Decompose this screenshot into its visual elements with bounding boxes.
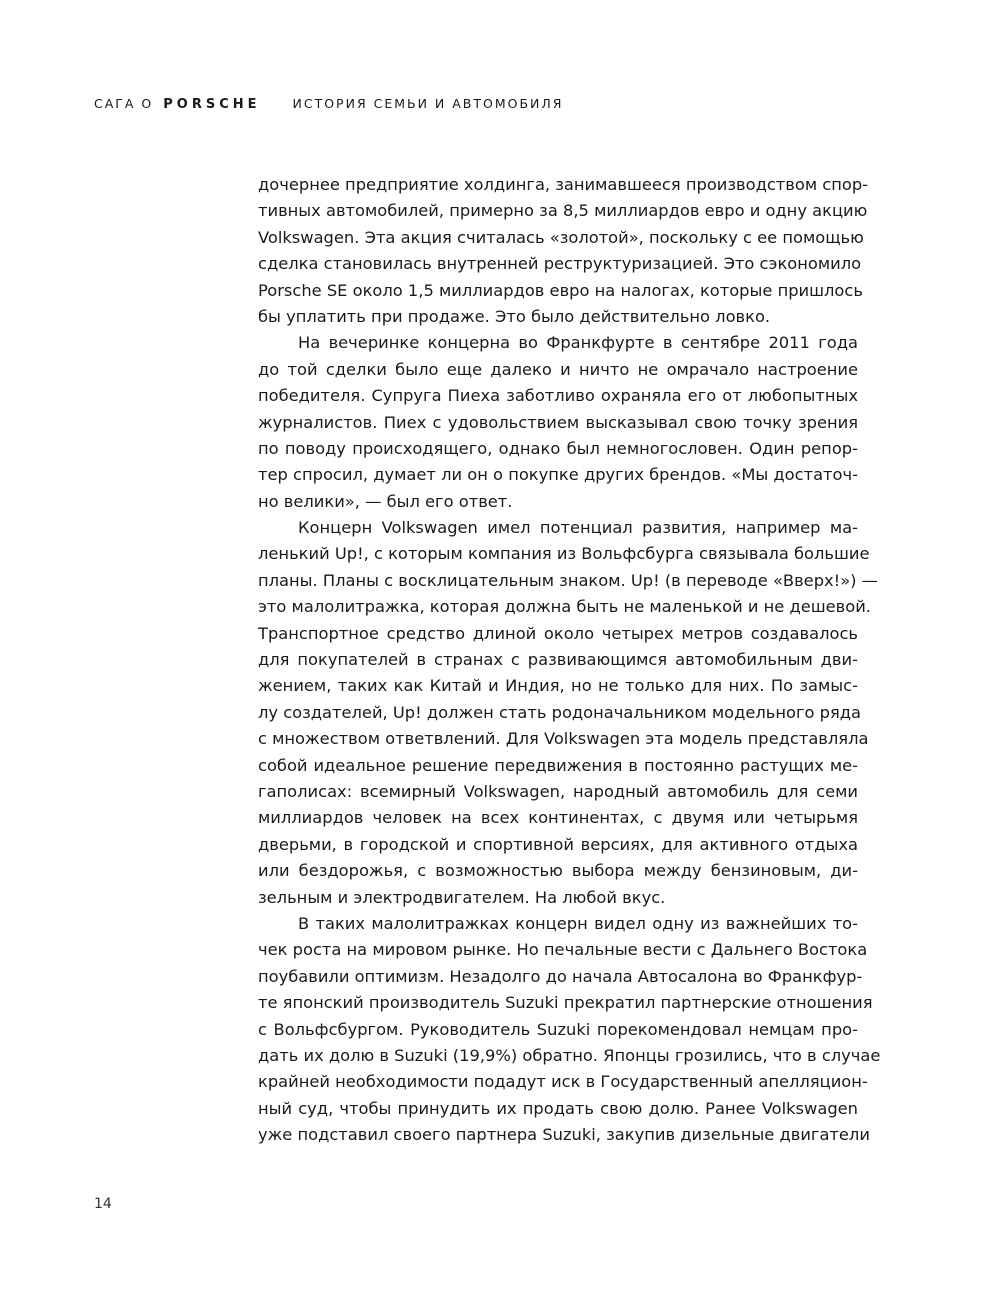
text-line: миллиардов человек на всех континентах, с двумя или четырьмя — [258, 808, 858, 828]
text-line: зельным и электродвигателем. На любой вкус. — [258, 887, 666, 907]
text-line: крайней необходимости подадут иск в Государственный апелляцион- — [258, 1072, 868, 1092]
text-line: но велики», — был его ответ. — [258, 491, 513, 511]
text-line: сделка становилась внутренней реструктуризацией. Это сэкономило — [258, 254, 862, 274]
paragraph — [258, 172, 869, 330]
text-line: Концерн Volkswagen имел потенциал развития, например ма- — [298, 518, 858, 538]
text-line: тивных автомобилей, примерно за 8,5 миллиардов евро и одну акцию — [258, 201, 868, 221]
text-line: гаполисах: всемирный Volkswagen, народный автомобиль для семи — [258, 781, 858, 801]
text-line: дверьми, в городской и спортивной версиях, для активного отдыха — [258, 834, 858, 854]
text-line: ный суд, чтобы принудить их продать свою долю. Ранее Volkswagen — [258, 1098, 858, 1118]
text-line: по поводу происходящего, однако был немногословен. Один репор- — [258, 438, 858, 458]
text-line: или бездорожья, с возможностью выбора между бензиновым, ди- — [258, 861, 858, 881]
text-line: лу создателей, Up! должен стать родоначальником модельного ряда — [258, 702, 862, 722]
paragraph — [258, 330, 858, 515]
paragraph — [258, 515, 878, 911]
text-line: поубавили оптимизм. Незадолго до начала Автосалона во Франкфур- — [258, 966, 863, 986]
text-line: Транспортное средство длиной около четырех метров создавалось — [258, 623, 858, 643]
text-line: уже подставил своего партнера Suzuki, закупив дизельные двигатели — [258, 1125, 870, 1145]
brand-logo: PORSCHE — [163, 97, 261, 112]
text-line: с множеством ответвлений. Для Volkswagen эта модель представляла — [258, 729, 869, 749]
text-line: журналистов. Пиех с удовольствием высказывал свою точку зрения — [258, 412, 858, 432]
page-number: 14 — [94, 1196, 112, 1212]
text-line: В таких малолитражках концерн видел одну из важнейших то- — [298, 913, 858, 933]
body-text — [258, 172, 881, 1148]
text-line: Volkswagen. Эта акция считалась «золотой», поскольку с ее помощью — [258, 227, 864, 247]
paragraph — [258, 911, 881, 1149]
series-label: САГА О — [94, 96, 154, 111]
text-line: собой идеальное решение передвижения в постоянно растущих ме- — [258, 755, 858, 775]
text-line: с Вольфсбургом. Руководитель Suzuki порекомендовал немцам про- — [258, 1019, 858, 1039]
text-line: чек роста на мировом рынке. Но печальные вести с Дальнего Востока — [258, 940, 868, 960]
text-line: победителя. Супруга Пиеха заботливо охраняла его от любопытных — [258, 386, 858, 406]
text-line: жением, таких как Китай и Индия, но не только для них. По замыс- — [258, 676, 858, 696]
text-line: На вечеринке концерна во Франкфурте в сентябре 2011 года — [298, 333, 858, 353]
text-line: дочернее предприятие холдинга, занимавшееся производством спор- — [258, 175, 869, 194]
text-line: ленький Up!, с которым компания из Вольфсбурга связывала большие — [258, 544, 870, 564]
running-header — [94, 96, 563, 112]
text-line: те японский производитель Suzuki прекратил партнерские отношения — [258, 993, 873, 1013]
text-line: Porsche SE около 1,5 миллиардов евро на налогах, которые пришлось — [258, 280, 863, 300]
text-line: до той сделки было еще далеко и ничто не омрачало настроение — [258, 359, 858, 379]
text-line: дать их долю в Suzuki (19,9%) обратно. Японцы грозились, что в случае — [258, 1045, 881, 1065]
text-line: бы уплатить при продаже. Это было действительно ловко. — [258, 306, 771, 326]
text-line: это малолитражка, которая должна быть не маленькой и не дешевой. — [258, 597, 871, 617]
text-line: для покупателей в странах с развивающимся автомобильным дви- — [258, 650, 858, 670]
text-line: планы. Планы с восклицательным знаком. Up! (в переводе «Вверх!») — — [258, 570, 878, 590]
book-subtitle: ИСТОРИЯ СЕМЬИ И АВТОМОБИЛЯ — [292, 96, 564, 111]
text-line: тер спросил, думает ли он о покупке других брендов. «Мы достаточ- — [258, 465, 858, 485]
